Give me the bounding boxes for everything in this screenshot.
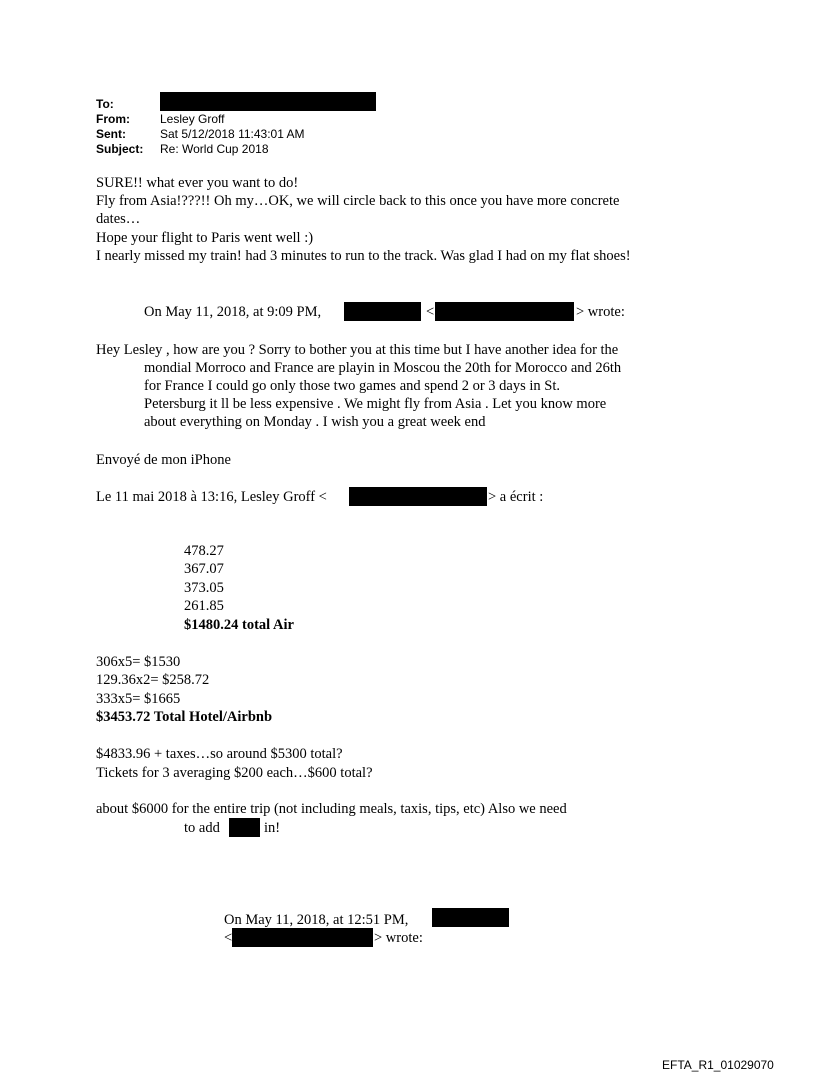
reply-line: SURE!! what ever you want to do! — [96, 175, 299, 191]
estimate-line: $4833.96 + taxes…so around $5300 total? — [96, 746, 343, 762]
air-value: 261.85 — [184, 598, 224, 614]
estimate-line: Tickets for 3 averaging $200 each…$600 total? — [96, 765, 373, 781]
trip-line-prefix: to add — [184, 820, 220, 836]
from-value: Lesley Groff — [160, 112, 225, 126]
trip-line: about $6000 for the entire trip (not including meals, taxis, tips, etc) Also we need — [96, 801, 567, 817]
air-total: $1480.24 total Air — [184, 617, 294, 633]
document-id: EFTA_R1_01029070 — [662, 1058, 774, 1072]
air-value: 373.05 — [184, 580, 224, 596]
reply-line: Fly from Asia!???!! Oh my…OK, we will circle back to this once you have more concrete — [96, 193, 620, 209]
quote3-intro: On May 11, 2018, at 12:51 PM, — [224, 912, 409, 928]
reply-line: dates… — [96, 211, 141, 227]
hotel-line: 306x5= $1530 — [96, 654, 181, 670]
air-value: 367.07 — [184, 561, 224, 577]
sent-value: Sat 5/12/2018 11:43:01 AM — [160, 127, 305, 141]
air-value: 478.27 — [184, 543, 224, 559]
hotel-line: 333x5= $1665 — [96, 691, 181, 707]
subject-label: Subject: — [96, 142, 144, 156]
trip-line-suffix: in! — [264, 820, 281, 836]
quote1-line: Hey Lesley , how are you ? Sorry to bother you at this time but I have another idea for the — [96, 342, 619, 358]
quote1-line: about everything on Monday . I wish you a great week end — [144, 414, 486, 430]
quote3-intro-suffix: > wrote: — [374, 930, 423, 946]
quote1-intro-lt: < — [426, 304, 435, 320]
redacted-name — [229, 818, 260, 837]
redacted-sender-email — [435, 302, 574, 321]
quote1-signature: Envoyé de mon iPhone — [96, 452, 231, 468]
from-label: From: — [96, 112, 130, 126]
redacted-sender-email — [232, 928, 373, 947]
quote1-line: mondial Morroco and France are playin in Moscou the 20th for Morocco and 26th — [144, 360, 622, 376]
redacted-sender-name — [344, 302, 421, 321]
quote1-line: for France I could go only those two games and spend 2 or 3 days in St. — [144, 378, 560, 394]
quote1-intro: On May 11, 2018, at 9:09 PM, — [144, 304, 322, 320]
hotel-line: 129.36x2= $258.72 — [96, 672, 210, 688]
quote2-intro: Le 11 mai 2018 à 13:16, Lesley Groff < — [96, 489, 327, 505]
redacted-sender-name — [432, 908, 509, 927]
redacted-recipient — [160, 92, 376, 111]
reply-line: Hope your flight to Paris went well :) — [96, 230, 314, 246]
quote2-intro-suffix: > a écrit : — [488, 489, 544, 505]
quote1-intro-suffix: > wrote: — [576, 304, 625, 320]
sent-label: Sent: — [96, 127, 126, 141]
quote3-intro-lt: < — [224, 930, 233, 946]
quote1-line: Petersburg it ll be less expensive . We might fly from Asia . Let you know more — [144, 396, 607, 412]
subject-value: Re: World Cup 2018 — [160, 142, 269, 156]
reply-line: I nearly missed my train! had 3 minutes to run to the track. Was glad I had on my flat shoes! — [96, 248, 631, 264]
redacted-email — [349, 487, 487, 506]
to-label: To: — [96, 97, 114, 111]
hotel-total: $3453.72 Total Hotel/Airbnb — [96, 709, 273, 725]
